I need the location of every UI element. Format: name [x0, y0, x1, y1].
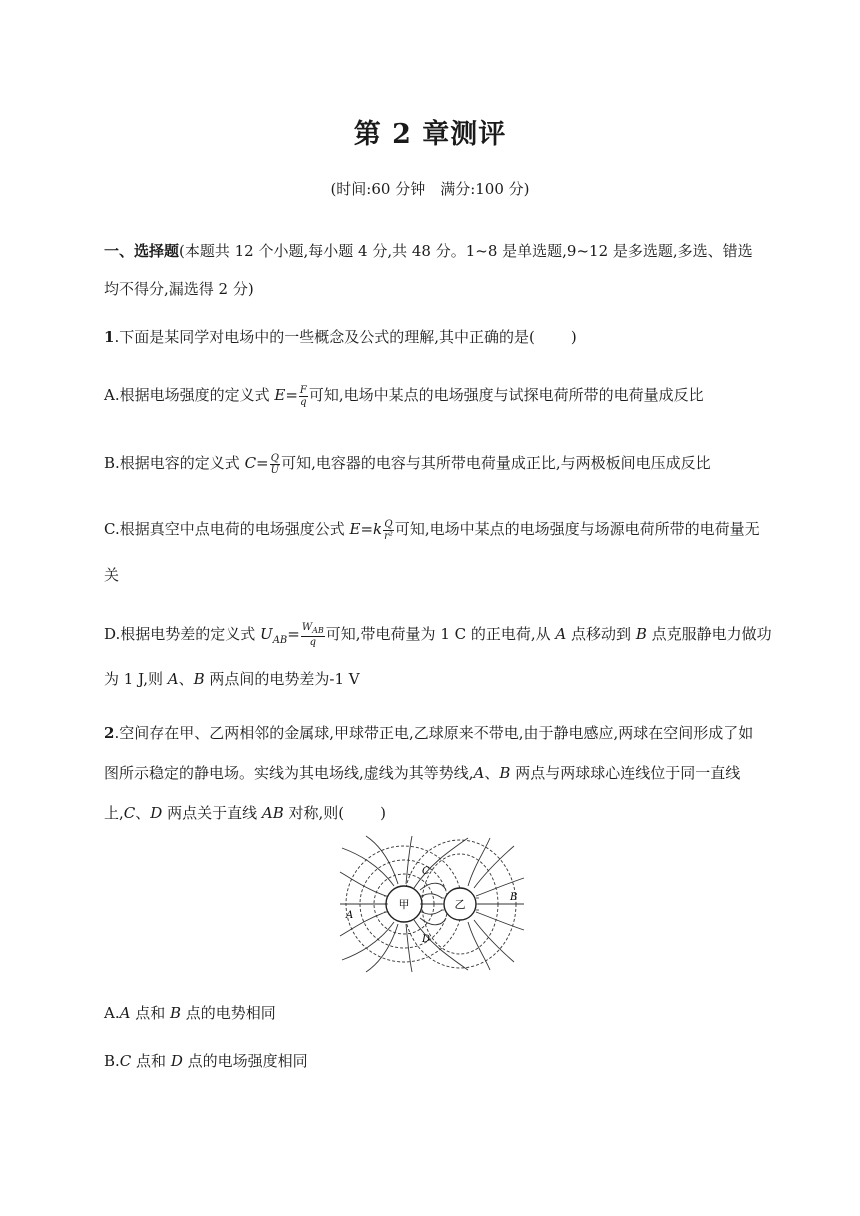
option-text: 点移动到 — [566, 625, 636, 643]
option-text: 点的电场强度相同 — [182, 1052, 308, 1070]
fraction — [299, 385, 308, 408]
option-text: 点和 — [130, 1004, 170, 1022]
option-text: 两点间的电势差为-1 V — [204, 670, 360, 688]
numerator-var: W — [301, 622, 313, 633]
question-text: .空间存在甲、乙两相邻的金属球,甲球带正电,乙球原来不带电,由于静电感应,两球在空间形成了如 — [114, 724, 754, 742]
option-text: B.根据电容的定义式 — [104, 454, 245, 472]
point-label: A — [555, 625, 567, 643]
question-text: 两点与两球球心连线位于同一直线 — [510, 764, 741, 782]
page-title: 第 2 章测评 — [353, 119, 507, 150]
sphere-yi-label: 乙 — [454, 898, 466, 911]
electric-field-figure — [338, 834, 526, 974]
point-label: B — [170, 1004, 182, 1022]
denominator: r² — [384, 530, 393, 542]
formula-const: k — [373, 520, 383, 538]
point-label: C — [119, 1052, 132, 1070]
question-1-option-b — [104, 452, 764, 476]
question-1-stem — [104, 326, 764, 347]
formula-var: C — [244, 454, 257, 472]
question-2-stem-line1 — [104, 722, 764, 743]
option-text: 可知,电容器的电容与其所带电荷量成正比,与两极板间电压成反比 — [281, 454, 711, 472]
formula-var: U — [260, 625, 273, 643]
point-label: B — [635, 625, 647, 643]
question-number: 2 — [104, 724, 115, 742]
sphere-jia-label: 甲 — [398, 898, 410, 911]
denominator: q — [309, 637, 317, 648]
option-text: 点的电势相同 — [181, 1004, 276, 1022]
denominator: U — [270, 464, 280, 476]
point-label: B — [193, 670, 205, 688]
option-text: A. — [104, 1004, 120, 1022]
option-text: 关 — [104, 566, 120, 584]
question-text: 对称,则( — [283, 804, 345, 822]
equals: = — [285, 386, 298, 404]
question-1-option-d — [104, 622, 772, 648]
separator: 、 — [484, 764, 500, 782]
formula-var: E — [349, 520, 361, 538]
formula-subscript: AB — [272, 635, 288, 646]
answer-paren: ) — [570, 328, 577, 346]
question-2-option-b — [104, 1050, 764, 1071]
equals: = — [256, 454, 269, 472]
fraction — [383, 519, 394, 542]
option-text: D.根据电势差的定义式 — [104, 625, 261, 643]
option-text: 可知,带电荷量为 1 C 的正电荷,从 — [325, 625, 556, 643]
question-text: 上, — [104, 804, 124, 822]
point-label: A — [167, 670, 179, 688]
numerator: F — [299, 384, 307, 396]
question-text: .下面是某同学对电场中的一些概念及公式的理解,其中正确的是( — [114, 328, 535, 346]
option-text: 可知,电场中某点的电场强度与试探电荷所带的电荷量成反比 — [308, 386, 704, 404]
point-label: C — [123, 804, 136, 822]
equals: = — [360, 520, 374, 538]
question-1-option-d-cont — [104, 668, 764, 689]
question-2-option-a — [104, 1002, 764, 1023]
point-label: A — [119, 1004, 131, 1022]
numerator: Q — [384, 518, 393, 530]
question-1-option-a — [104, 384, 764, 408]
option-text: B. — [104, 1052, 120, 1070]
point-c-label: C — [422, 866, 430, 877]
point-d-label: D — [422, 934, 431, 945]
question-2-stem-line2 — [104, 762, 764, 783]
numerator — [301, 622, 325, 637]
question-text: 图所示稳定的静电场。实线为其电场线,虚线为其等势线, — [104, 764, 474, 782]
section-heading: 一、选择题 — [104, 242, 180, 260]
fraction — [301, 622, 325, 648]
option-text: C.根据真空中点电荷的电场强度公式 — [104, 520, 350, 538]
exam-info: (时间:60 分钟 满分:100 分) — [330, 180, 530, 198]
question-number: 1 — [104, 328, 115, 346]
answer-paren: ) — [380, 804, 386, 822]
question-2-stem-line3 — [104, 802, 764, 823]
section-description: (本题共 12 个小题,每小题 4 分,共 48 分。1~8 是单选题,9~12 是多选题,多选、错选均不得分,漏选得 2 分) — [104, 242, 753, 298]
option-text: 可知,电场中某点的电场强度与场源电荷所带的电荷量无 — [394, 520, 760, 538]
option-text: 为 1 J,则 — [104, 670, 168, 688]
denominator: q — [300, 396, 307, 408]
numerator: Q — [270, 452, 279, 464]
point-label: B — [499, 764, 511, 782]
section-1-header — [104, 232, 764, 308]
point-label: D — [170, 1052, 183, 1070]
point-label: D — [150, 804, 163, 822]
point-b-label: B — [510, 892, 518, 903]
point-label: A — [473, 764, 485, 782]
numerator-subscript: AB — [312, 626, 324, 635]
option-text: 点克服静电力做功 — [646, 625, 772, 643]
fraction — [270, 453, 280, 476]
separator: 、 — [178, 670, 194, 688]
question-text: 两点关于直线 — [162, 804, 262, 822]
separator: 、 — [135, 804, 151, 822]
equals: = — [287, 625, 300, 643]
option-text: 点和 — [131, 1052, 171, 1070]
option-text: A.根据电场强度的定义式 — [104, 386, 275, 404]
formula-var: E — [274, 386, 286, 404]
question-1-option-c — [104, 518, 764, 542]
question-1-option-c-cont — [104, 564, 764, 585]
point-a-label: A — [346, 910, 354, 921]
line-label: AB — [261, 804, 284, 822]
